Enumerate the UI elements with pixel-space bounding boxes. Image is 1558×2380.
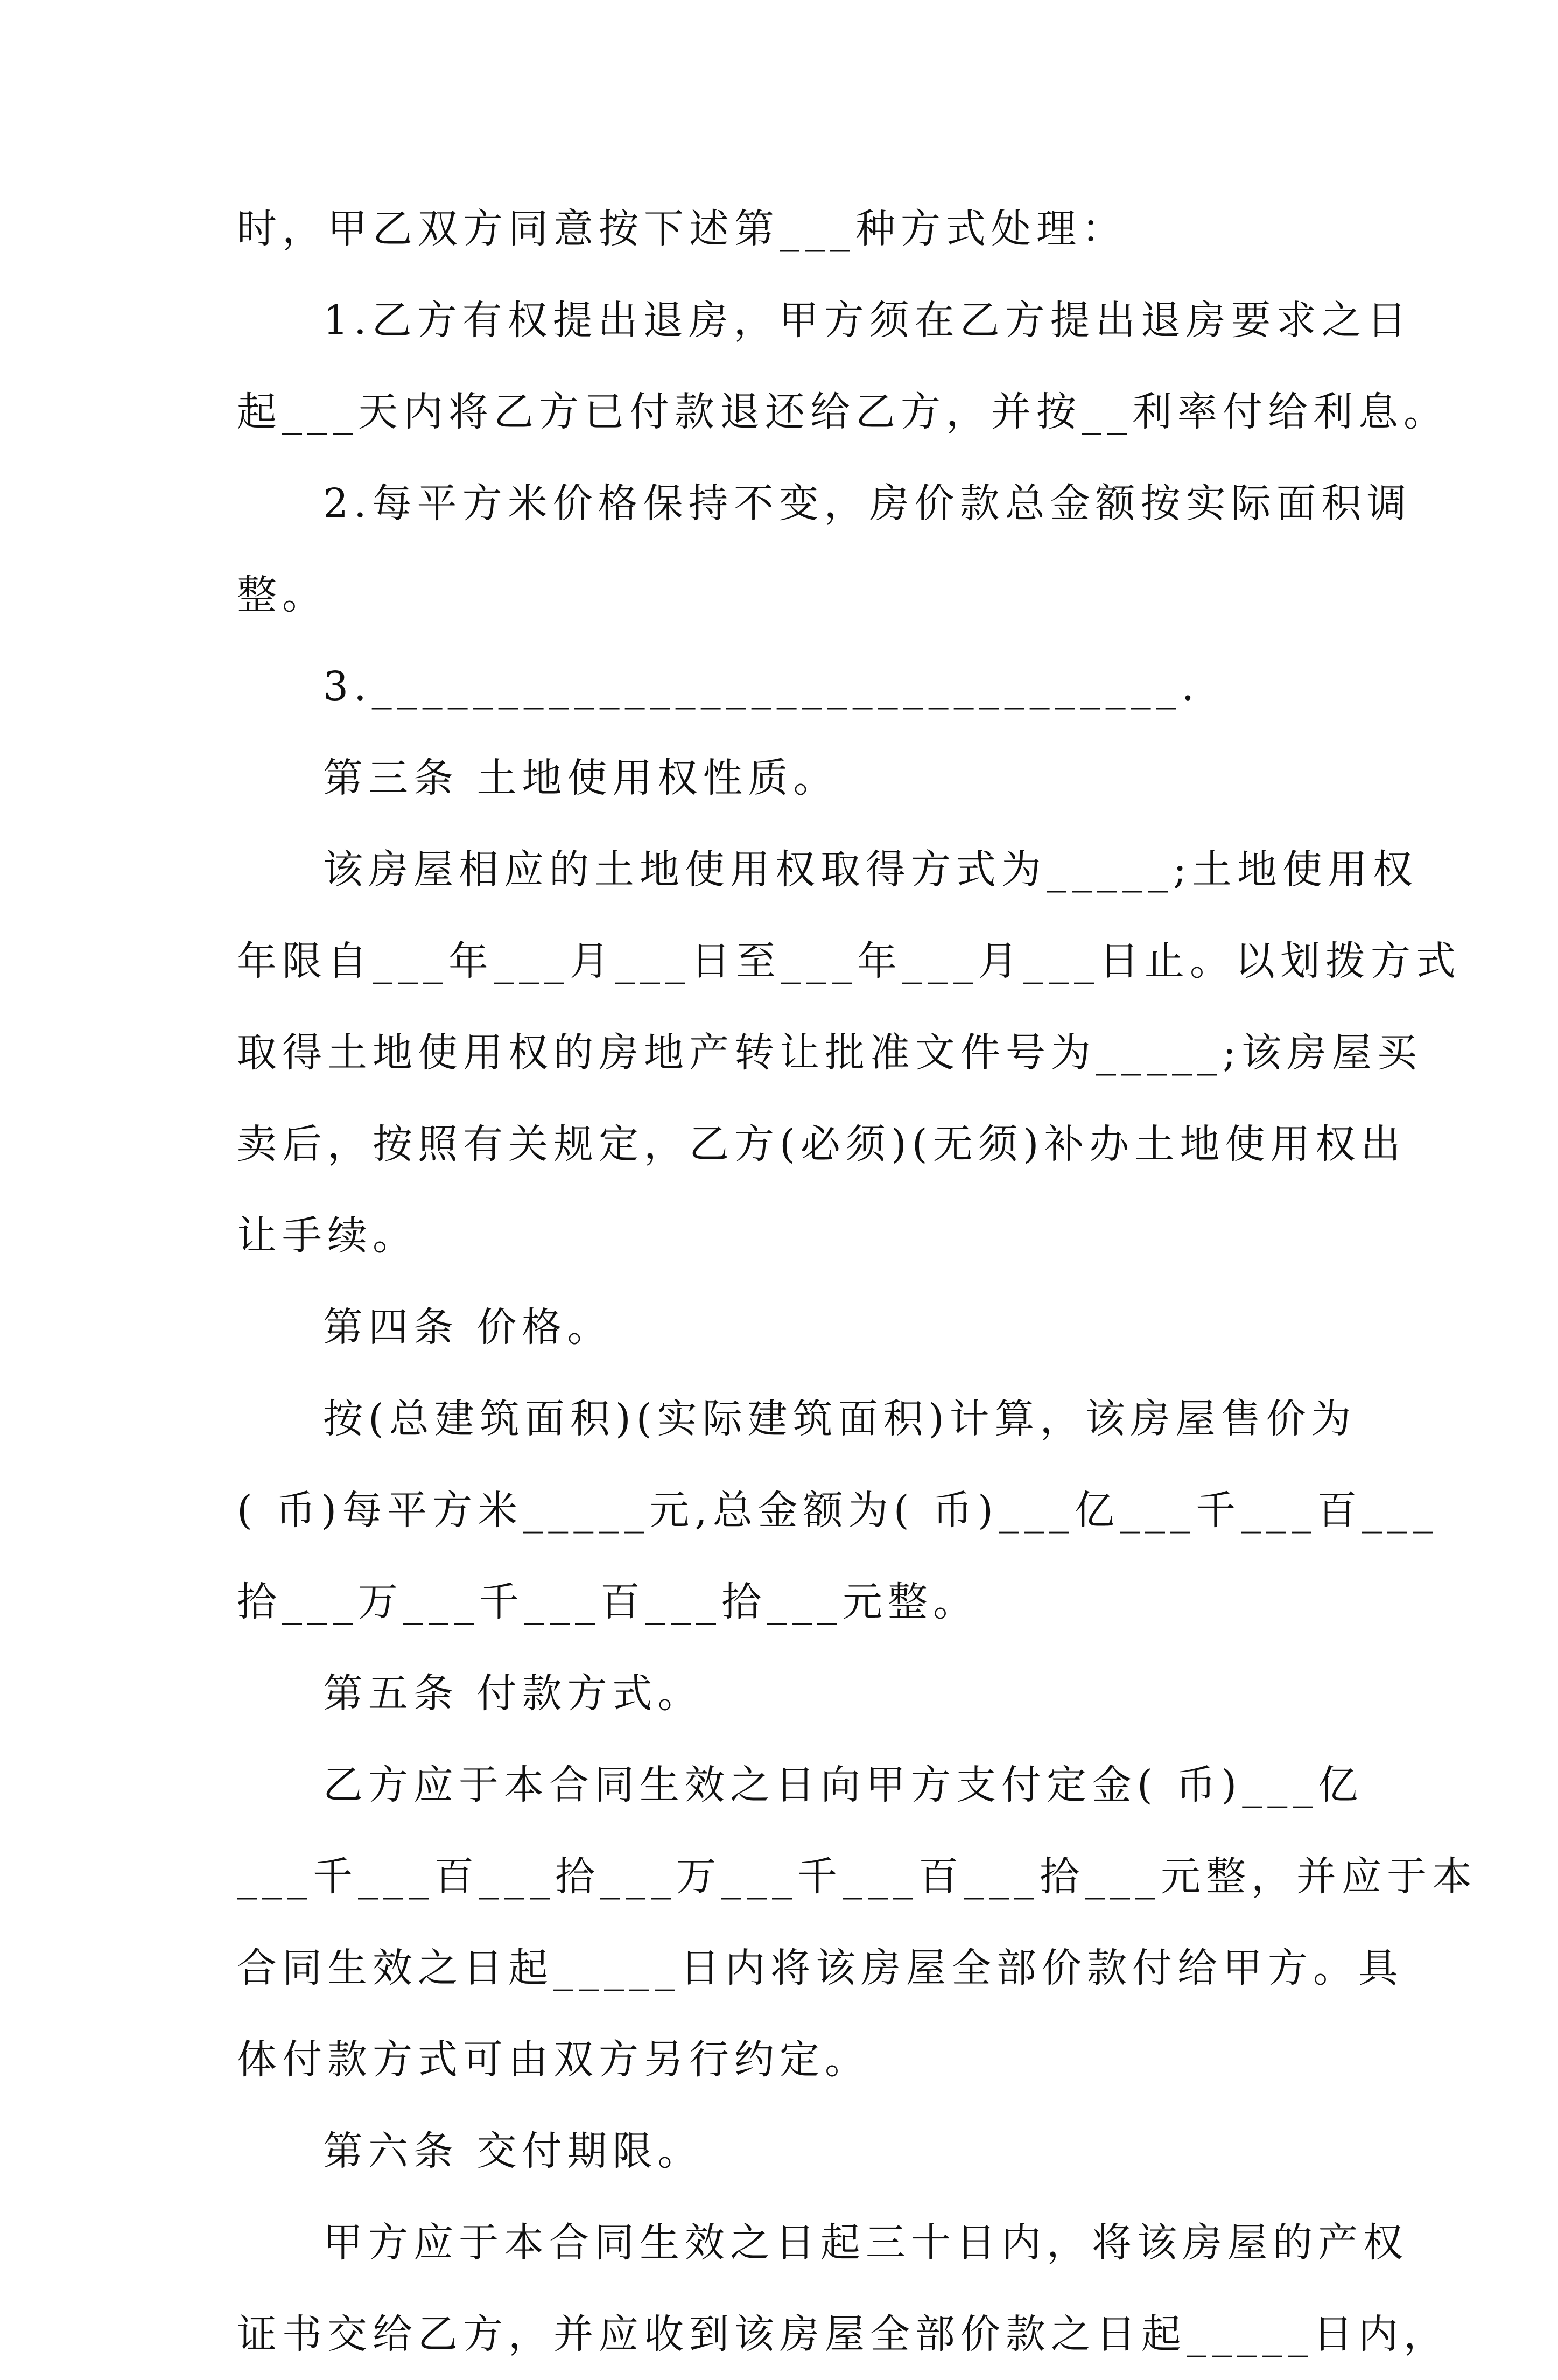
- text-line: 年限自___年___月___日至___年___月___日止。以划拨方式: [237, 938, 1461, 984]
- contract-page: [237, 183, 1477, 2380]
- text-line: 证书交给乙方，并应收到该房屋全部价款之日起_____日内，: [237, 2311, 1449, 2357]
- text-line: 该房屋相应的土地使用权取得方式为_____;土地使用权: [323, 846, 1418, 893]
- section-heading: 第三条 土地使用权性质。: [323, 755, 839, 801]
- text-line: 体付款方式可由双方另行约定。: [237, 2036, 870, 2083]
- text-line: 2.每平方米价格保持不变，房价款总金额按实际面积调: [323, 480, 1412, 527]
- text-line: 让手续。: [237, 1213, 418, 1259]
- text-line: 1.乙方有权提出退房，甲方须在乙方提出退房要求之日: [323, 297, 1412, 344]
- text-line: 甲方应于本合同生效之日起三十日内，将该房屋的产权: [323, 2220, 1408, 2266]
- section-heading: 第四条 价格。: [323, 1304, 613, 1350]
- text-line: 拾___万___千___百___拾___元整。: [237, 1579, 978, 1625]
- text-line: 整。: [237, 572, 327, 618]
- text-line: 时，甲乙双方同意按下述第___种方式处理：: [237, 206, 1127, 252]
- text-line: 取得土地使用权的房地产转让批准文件号为_____;该房屋买: [237, 1030, 1422, 1076]
- section-heading: 第五条 付款方式。: [323, 1670, 703, 1717]
- text-line: 乙方应于本合同生效之日向甲方支付定金( 币)___亿: [323, 1762, 1364, 1808]
- text-line: ( 币)每平方米_____元,总金额为( 币)___亿___千___百___: [237, 1487, 1438, 1534]
- text-line: 3.________________________________.: [323, 663, 1200, 710]
- text-line: 按(总建筑面积)(实际建筑面积)计算，该房屋售价为: [323, 1396, 1357, 1442]
- section-heading: 第六条 交付期限。: [323, 2128, 703, 2174]
- text-line: 起___天内将乙方已付款退还给乙方，并按__利率付给利息。: [237, 389, 1449, 435]
- text-line: 卖后，按照有关规定，乙方(必须)(无须)补办土地使用权出: [237, 1121, 1406, 1167]
- text-line: ___千___百___拾___万___千___百___拾___元整，并应于本: [237, 1853, 1477, 1900]
- text-line: 合同生效之日起_____日内将该房屋全部价款付给甲方。具: [237, 1945, 1403, 1991]
